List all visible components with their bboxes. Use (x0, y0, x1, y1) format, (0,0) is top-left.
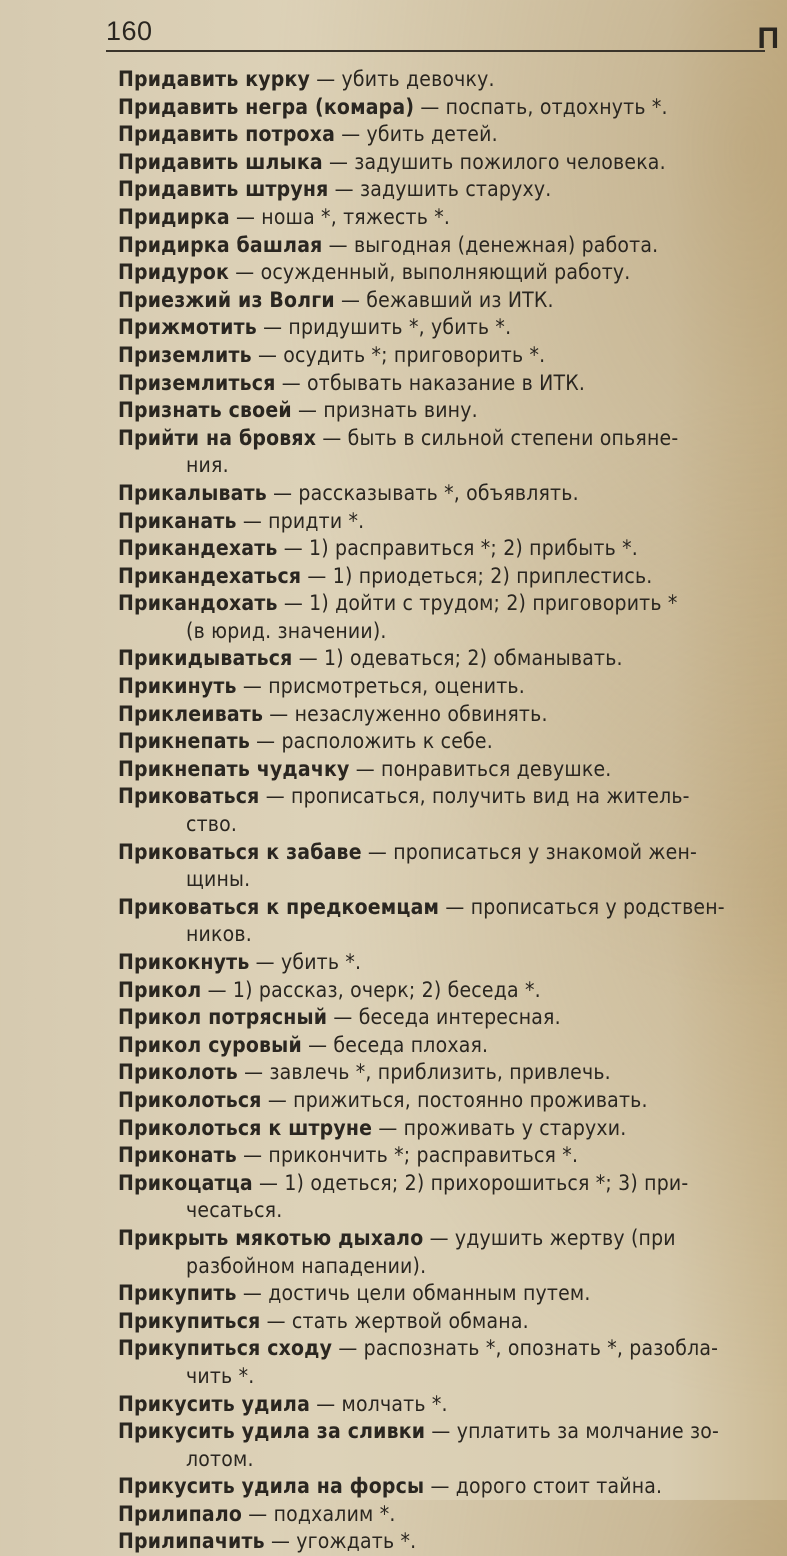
entry-definition: — 1) одеваться; 2) обманывать. (292, 646, 623, 671)
entry-definition: — завлечь *, приблизить, привлечь. (237, 1060, 611, 1085)
entry-term: Придурок (118, 260, 230, 285)
entry-definition: — признать вину. (291, 398, 478, 423)
entry-continuation (118, 1253, 768, 1281)
entry-definition: — убить *. (249, 950, 362, 974)
entry-line (118, 728, 768, 756)
entry-term: Прилипачить (118, 1529, 265, 1554)
entry-line (118, 701, 768, 729)
entry-definition: (в юрид. значении). (186, 618, 387, 643)
entry-continuation (118, 866, 768, 894)
entry-line (118, 949, 768, 977)
entry-line (118, 342, 768, 370)
entry-term: Прикандохать (118, 591, 278, 616)
entry-definition: — поспать, отдохнуть *. (414, 94, 668, 119)
entry-definition: — 1) приодеться; 2) приплестись. (301, 563, 653, 588)
entry-term: Придавить потроха (118, 122, 336, 147)
entry-definition: — прописаться у знакомой жен- (361, 839, 698, 864)
entry-definition: ство. (186, 812, 238, 837)
entry-line (118, 1528, 768, 1556)
entry-term: Прикрыть мякотью дыхало (118, 1225, 424, 1250)
entry-line (118, 1501, 768, 1529)
entry-definition: — дорого стоит тайна. (424, 1474, 663, 1499)
section-letter: П (757, 22, 779, 55)
entry-definition: — прописаться у родствен- (439, 894, 725, 919)
entry-line (118, 204, 768, 232)
entry-term: Прикидываться (118, 646, 293, 671)
entry-line (118, 149, 768, 177)
entry-line (118, 66, 768, 94)
entry-line (118, 535, 768, 563)
entry-term: Прикокнуть (118, 950, 250, 974)
entry-line (118, 563, 768, 591)
entry-definition: — задушить пожилого человека. (322, 149, 666, 174)
entry-definition: — бежавший из ИТК. (334, 287, 554, 312)
entry-continuation (118, 452, 768, 480)
entry-term: Приколоться (118, 1087, 262, 1112)
entry-term: Прикол (118, 977, 202, 1002)
entry-term: Приковаться к предкоемцам (118, 894, 440, 919)
entry-term: Прикусить удила на форсы (118, 1474, 425, 1499)
entry-definition: — 1) одеться; 2) прихорошиться *; 3) при- (252, 1170, 689, 1195)
page-header (106, 12, 787, 56)
entry-definition: — 1) дойти с трудом; 2) приговорить * (277, 591, 678, 616)
entry-term: Приклеивать (118, 701, 264, 726)
entry-term: Приканать (118, 508, 237, 533)
entry-definition: — уплатить за молчание зо- (425, 1419, 720, 1444)
entry-term: Придавить негра (комара) (118, 94, 415, 119)
entry-line (118, 94, 768, 122)
entry-term: Прилипало (118, 1501, 243, 1526)
entry-term: Признать своей (118, 398, 292, 423)
entry-term: Прикупиться (118, 1308, 261, 1333)
entry-line (118, 1004, 768, 1032)
entry-term: Прикоцатца (118, 1170, 253, 1195)
entry-term: Прикол потрясный (118, 1005, 328, 1030)
entry-definition: — быть в сильной степени опьяне- (316, 425, 679, 450)
entry-line (118, 508, 768, 536)
entry-term: Приконать (118, 1143, 237, 1168)
entry-term: Приземлиться (118, 370, 276, 395)
entry-line (118, 1280, 768, 1308)
entry-line (118, 1087, 768, 1115)
entry-definition: — ноша *, тяжесть *. (229, 204, 451, 229)
entry-definition: — осужденный, выполняющий работу. (229, 260, 631, 285)
entry-definition: — придушить *, убить *. (256, 315, 512, 340)
entry-definition: — подхалим *. (242, 1501, 396, 1526)
entry-definition: ния. (186, 453, 229, 478)
entry-term: Прикусить удила (118, 1391, 311, 1416)
entry-term: Прикандехать (118, 536, 278, 561)
entry-line (118, 397, 768, 425)
entry-definition: — расположить к себе. (249, 729, 493, 754)
entry-definition: — 1) рассказ, очерк; 2) беседа *. (201, 977, 541, 1002)
entry-definition: — убить девочку. (310, 67, 495, 91)
entry-term: Прикусить удила за сливки (118, 1419, 426, 1444)
entry-definition: ников. (186, 922, 252, 947)
entry-definition: — угождать *. (264, 1529, 417, 1554)
entry-definition: — прикончить *; расправиться *. (236, 1143, 579, 1168)
entry-term: Приковаться к забаве (118, 839, 362, 864)
entry-line (118, 1418, 768, 1446)
entry-line (118, 894, 768, 922)
entry-line (118, 590, 768, 618)
entry-line (118, 1142, 768, 1170)
entry-line (118, 756, 768, 784)
entry-line (118, 1115, 768, 1143)
entry-line (118, 977, 768, 1005)
entry-line (118, 480, 768, 508)
entry-definition: — беседа интересная. (327, 1005, 561, 1030)
entry-term: Придавить штруня (118, 177, 329, 202)
entry-continuation (118, 921, 768, 949)
entry-line (118, 1308, 768, 1336)
entry-term: Прикнепать чудачку (118, 756, 350, 781)
entry-line (118, 259, 768, 287)
entry-line (118, 425, 768, 453)
entry-definition: — незаслуженно обвинять. (263, 701, 548, 726)
entry-definition: — достичь цели обманным путем. (236, 1281, 591, 1306)
entry-definition: — отбывать наказание в ИТК. (275, 370, 586, 395)
entry-definition: — осудить *; приговорить *. (251, 342, 546, 367)
entry-definition: — задушить старуху. (328, 177, 552, 202)
entry-definition: — прижиться, постоянно проживать. (261, 1087, 648, 1112)
entry-definition: — понравиться девушке. (349, 756, 612, 781)
entry-definition: — 1) расправиться *; 2) прибыть *. (277, 536, 638, 561)
entry-definition: разбойном нападении). (186, 1253, 427, 1278)
entry-term: Придавить курку (118, 67, 311, 91)
entry-line (118, 839, 768, 867)
entry-continuation (118, 1197, 768, 1225)
entry-continuation (118, 1446, 768, 1474)
entry-line (118, 232, 768, 260)
entry-term: Прикалывать (118, 480, 267, 505)
entry-definition: — стать жертвой обмана. (260, 1308, 529, 1333)
entry-line (118, 783, 768, 811)
entry-line (118, 1473, 768, 1501)
entry-definition: — прописаться, получить вид на житель- (259, 784, 690, 809)
entry-line (118, 314, 768, 342)
entry-line (118, 287, 768, 315)
entry-definition: — удушить жертву (при (423, 1225, 676, 1250)
entry-line (118, 673, 768, 701)
entry-definition: — придти *. (236, 508, 365, 533)
dictionary-entries (118, 66, 768, 1556)
entry-term: Придирка (118, 204, 230, 229)
entry-term: Прикандехаться (118, 563, 302, 588)
entry-term: Придавить шлыка (118, 149, 323, 174)
entry-line (118, 1032, 768, 1060)
entry-term: Придирка башлая (118, 232, 323, 257)
entry-definition: — распознать *, опознать *, разобла- (332, 1336, 719, 1361)
entry-definition: чить *. (186, 1363, 255, 1388)
entry-term: Приколоться к штруне (118, 1115, 373, 1140)
page-number: 160 (106, 16, 153, 46)
entry-line (118, 1225, 768, 1253)
entry-continuation (118, 811, 768, 839)
header-rule (106, 50, 765, 52)
entry-term: Прикнепать (118, 729, 250, 754)
entry-line (118, 1170, 768, 1198)
entry-definition: лотом. (186, 1446, 254, 1471)
entry-term: Прикупить (118, 1281, 237, 1306)
entry-definition: — рассказывать *, объявлять. (266, 480, 579, 505)
entry-term: Приколоть (118, 1060, 238, 1085)
entry-line (118, 121, 768, 149)
entry-definition: — выгодная (денежная) работа. (322, 232, 659, 257)
entry-line (118, 1335, 768, 1363)
entry-definition: — убить детей. (335, 122, 498, 147)
entry-definition: — молчать *. (310, 1391, 448, 1416)
entry-term: Прикупиться сходу (118, 1336, 333, 1361)
entry-definition: — проживать у старухи. (372, 1115, 627, 1140)
entry-term: Прикинуть (118, 674, 237, 699)
entry-definition: щины. (186, 867, 251, 892)
entry-term: Прийти на бровях (118, 425, 317, 450)
entry-term: Прижмотить (118, 315, 257, 340)
entry-line (118, 1059, 768, 1087)
entry-term: Приезжий из Волги (118, 287, 335, 312)
entry-term: Приковаться (118, 784, 260, 809)
entry-continuation (118, 1363, 768, 1391)
entry-term: Прикол суровый (118, 1032, 302, 1057)
entry-line (118, 645, 768, 673)
entry-line (118, 370, 768, 398)
entry-definition: — присмотреться, оценить. (236, 674, 525, 699)
entry-line (118, 176, 768, 204)
entry-definition: чесаться. (186, 1198, 283, 1223)
entry-continuation (118, 618, 768, 646)
entry-line (118, 1391, 768, 1419)
entry-term: Приземлить (118, 342, 252, 367)
entry-definition: — беседа плохая. (301, 1032, 489, 1057)
